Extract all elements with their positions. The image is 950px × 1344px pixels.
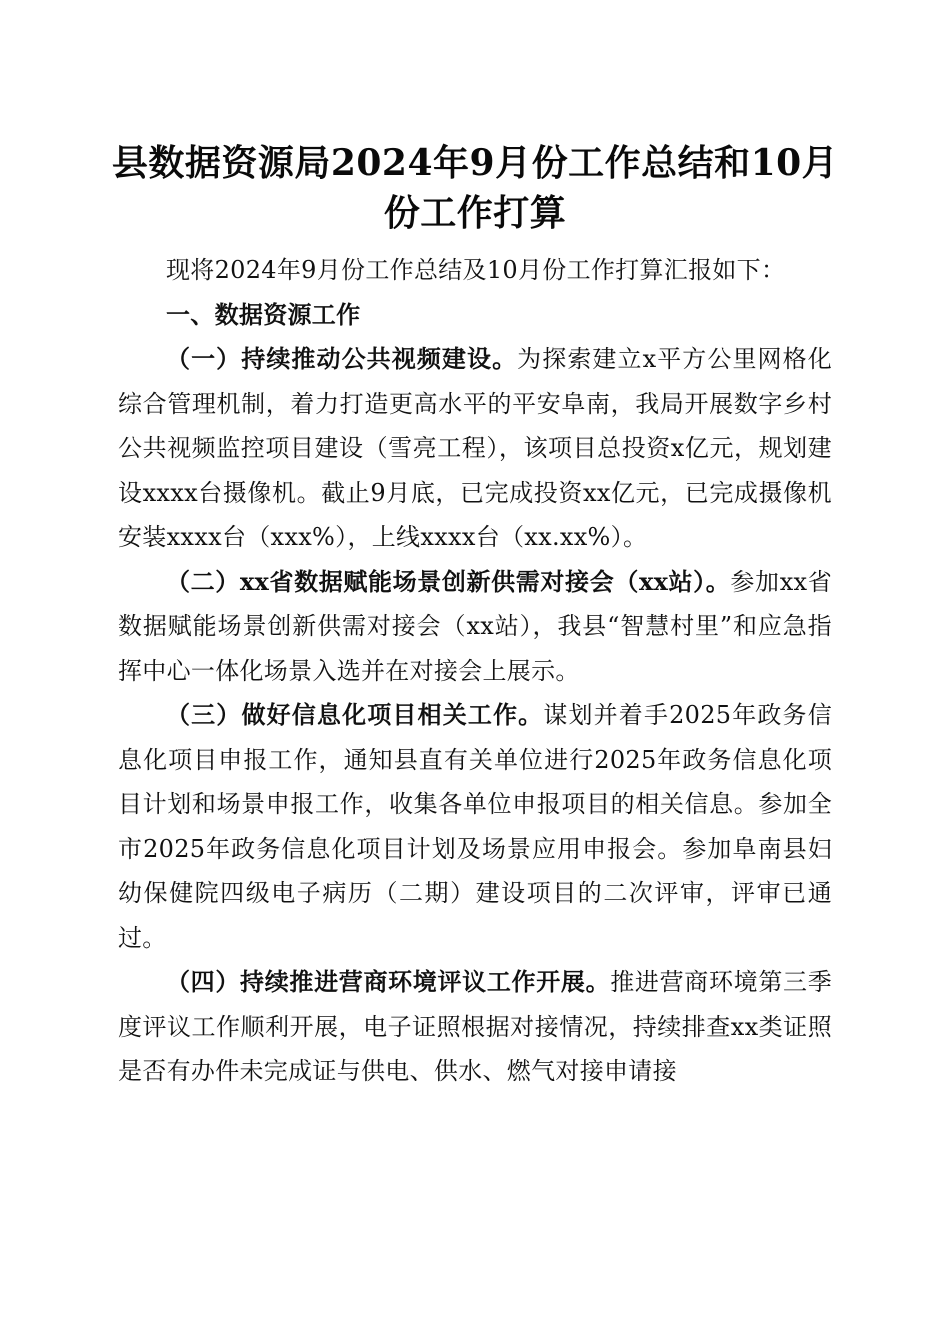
item-paragraph-1 [118,337,832,560]
item-paragraph-4 [118,960,832,1094]
item-lead: （二）xx省数据赋能场景创新供需对接会（xx站）。 [166,566,731,596]
item-lead: （三）做好信息化项目相关工作。 [166,700,544,729]
item-text: 为探索建立x平方公里网格化综合管理机制，着力打造更高水平的平安阜南，我局开展数字乡村公共视频监控项目建设（雪亮工程），该项目总投资x亿元，规划建设xxxx台摄像机。截止9月底，已完成投资xx亿元，已完成摄像机安装xxxx台（xxx%），上线xxxx台（xx.xx%）。 [118,345,833,551]
document-body [118,248,832,1094]
document-title: 县数据资源局2024年9月份工作总结和10月份工作打算 [111,142,839,234]
item-text: 推进营商环境第三季度评议工作顺利开展，电子证照根据对接情况，持续排查xx类证照是否有办件未完成证与供电、供水、燃气对接申请接 [118,968,832,1085]
item-text: 参加xx省数据赋能场景创新供需对接会（xx站），我县“智慧村里”和应急指挥中心一体化场景入选并在对接会上展示。 [118,567,832,685]
item-text: 谋划并着手2025年政务信息化项目申报工作，通知县直有关单位进行2025年政务信息化项目计划和场景申报工作，收集各单位申报项目的相关信息。参加全市2025年政务信息化项目计划及场景应用申报会。参加阜南县妇幼保健院四级电子病历（二期）建设项目的二次评审，评审已通过。 [118,701,832,952]
item-paragraph-2 [118,560,832,694]
intro-paragraph: 现将2024年9月份工作总结及10月份工作打算汇报如下： [166,256,786,284]
item-lead: （一）持续推动公共视频建设。 [166,344,518,373]
section-heading: 一、数据资源工作 [166,300,361,329]
item-paragraph-3 [118,693,832,960]
item-lead: （四）持续推进营商环境评议工作开展。 [166,967,611,996]
